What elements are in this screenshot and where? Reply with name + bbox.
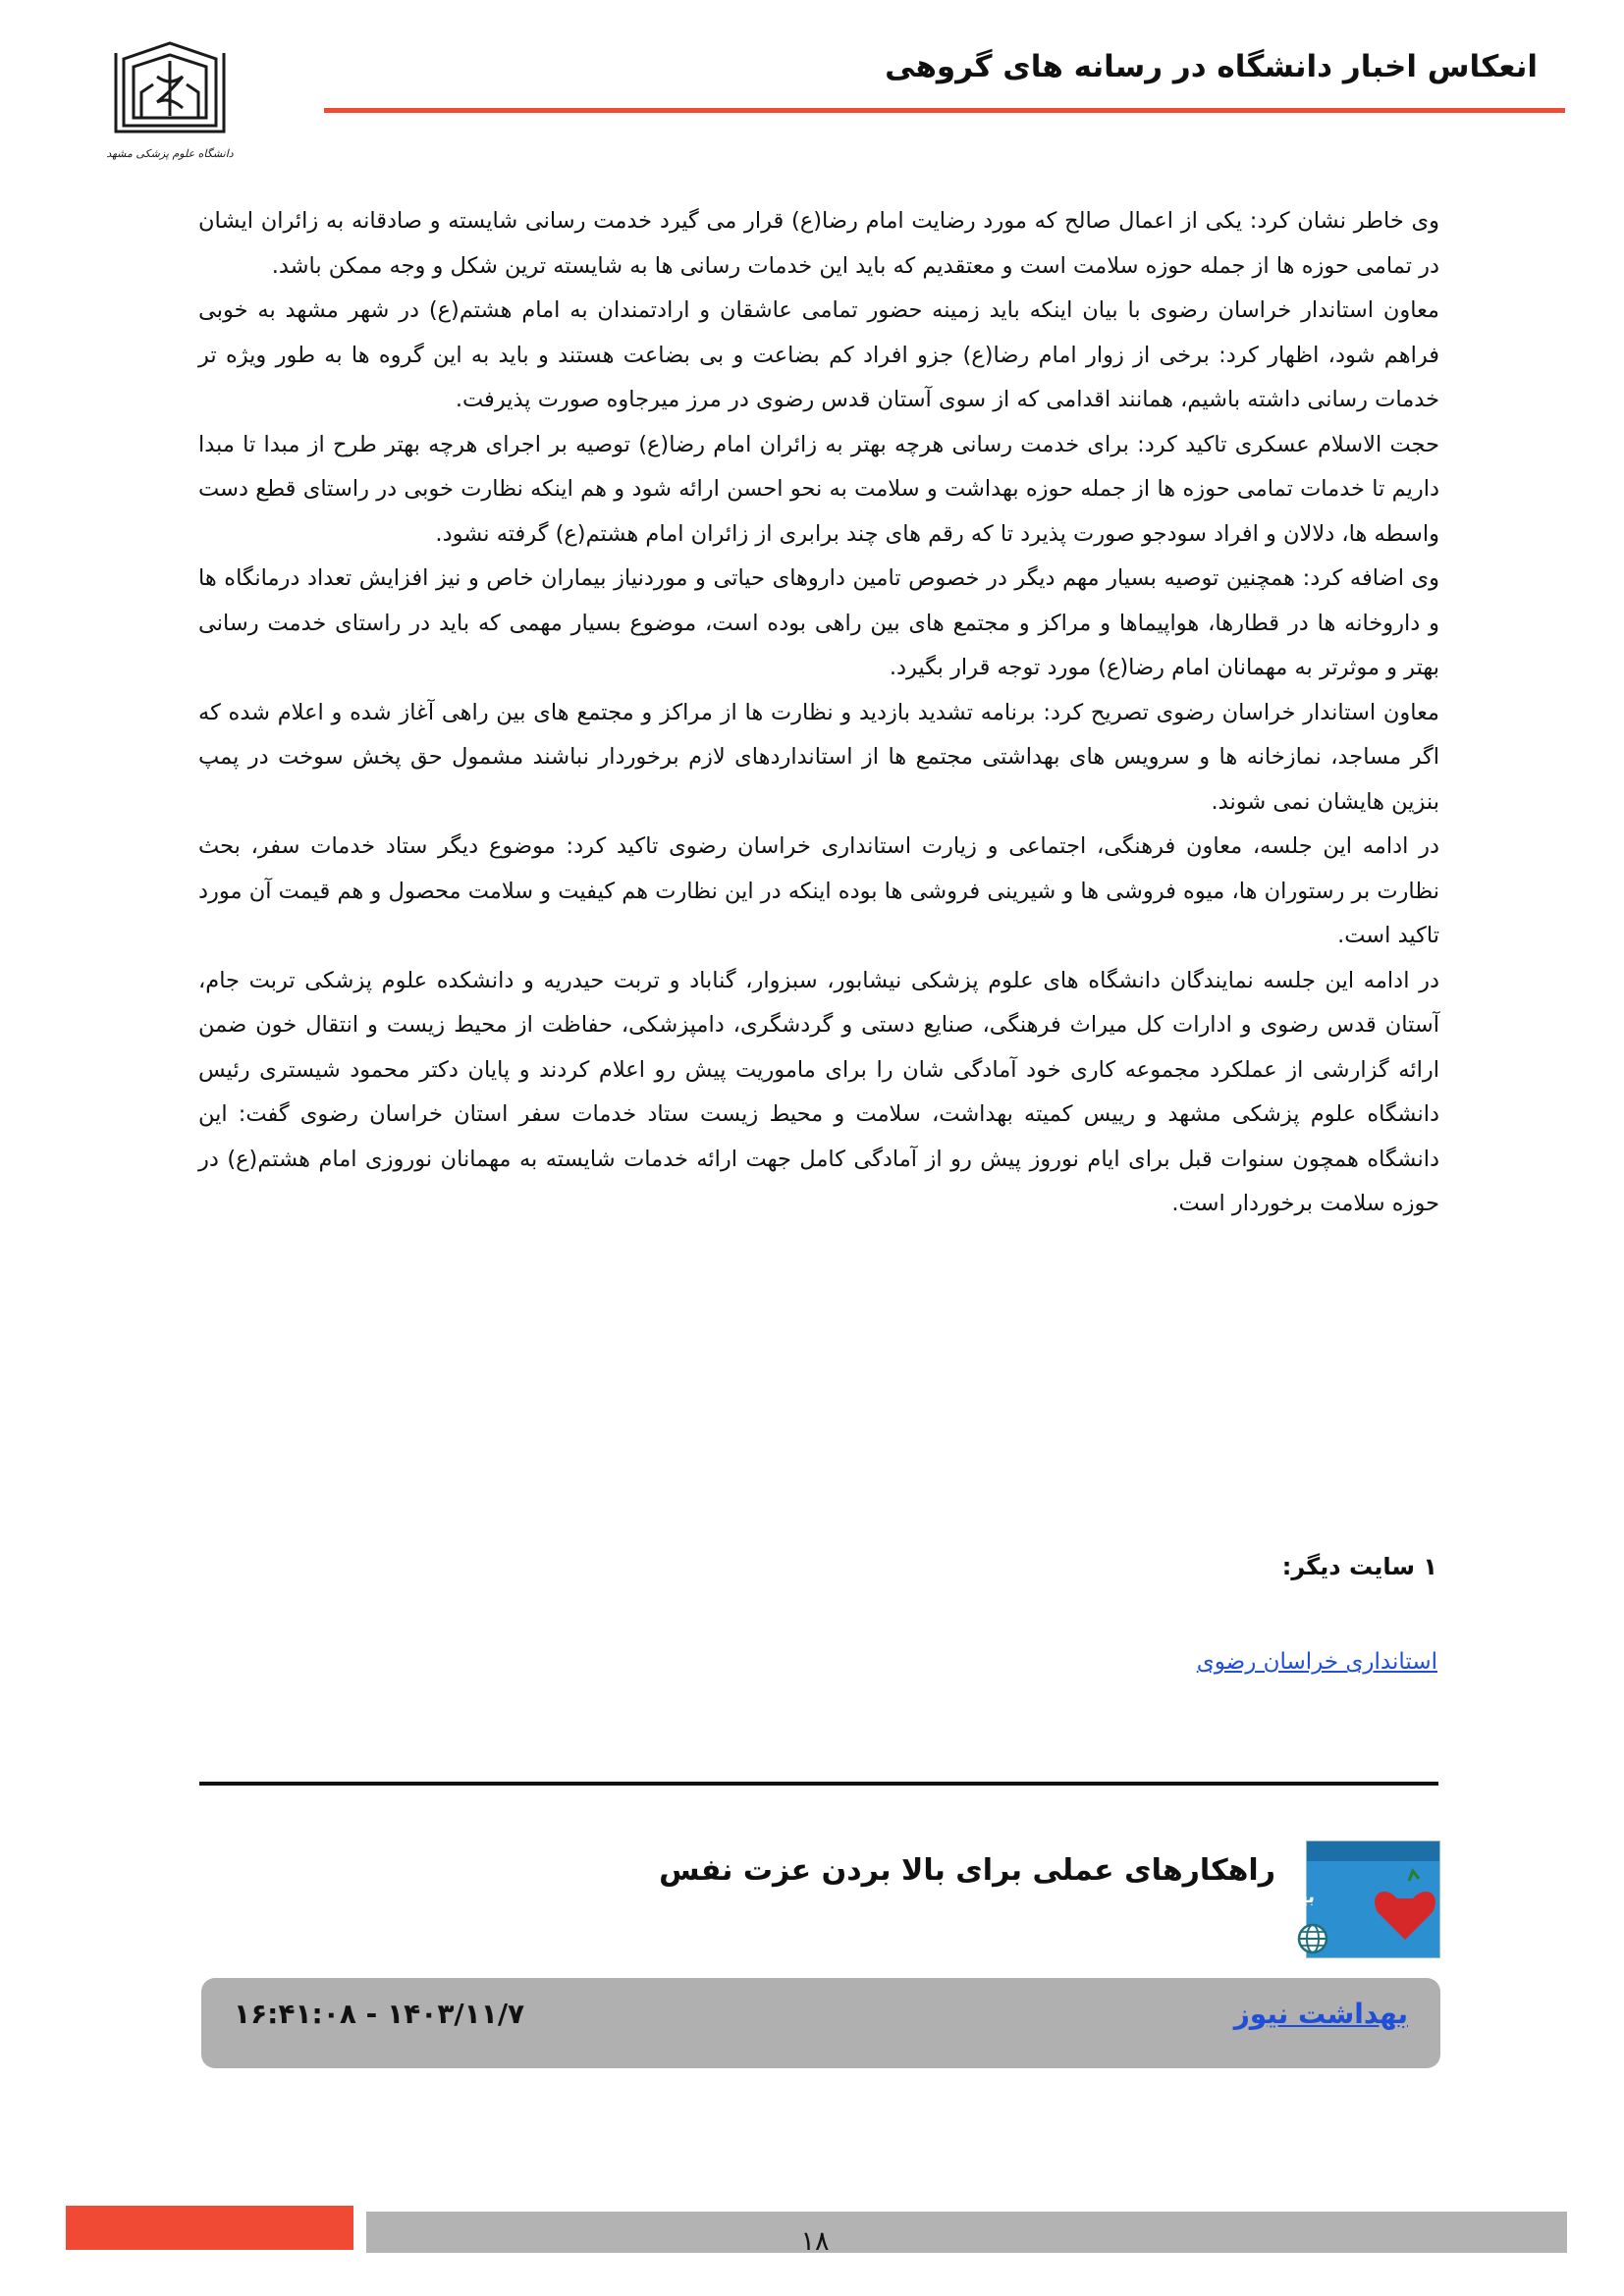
footer-accent-bar	[66, 2206, 353, 2250]
header-rule	[324, 108, 1565, 113]
article-paragraph: در ادامه این جلسه، معاون فرهنگی، اجتماعی و زیارت استانداری خراسان رضوی تاکید کرد: موضوع دیگر ستاد خدمات سفر، بحث نظارت بر رستوران ها، میوه فروشی ها و شیرینی فروشی ها بوده اینکه در این نظارت هم کیفیت و سلامت محصول و هم قیمت آن مورد تاکید است.	[198, 833, 1439, 948]
footer-bar	[366, 2212, 1567, 2253]
article-paragraph: حجت الاسلام عسکری تاکید کرد: برای خدمت رسانی هرچه بهتر به زائران امام رضا(ع) توصیه بر اجرای هرچه بهتر طرح از مبدا تا مبدا داریم تا خدمات تمامی حوزه ها از جمله حوزه بهداشت و سلامت به نحو احسن ارائه شود و هم اینکه نظارت خوبی در راستای قطع دست واسطه ها، دلالان و افراد سودجو صورت پذیرد تا که رقم های چند برابری از زائران امام هشتم(ع) گرفته نشود.	[198, 431, 1439, 547]
article-body	[198, 199, 1439, 1227]
globe-icon	[1296, 1922, 1329, 1955]
article-paragraph: در ادامه این جلسه نمایندگان دانشگاه های علوم پزشکی نیشابور، سبزوار، گناباد و تربت حیدریه و دانشکده علوم پزشکی تربت جام، آستان قدس رضوی و ادارات کل میراث فرهنگی، صنایع دستی و گردشگری، دامپزشکی، حفاظت از محیط زیست و انتقال خون ضمن ارائه گزارشی از عملکرد مجموعه کاری خود آمادگی شان را برای ماموریت پیش رو اعلام کردند و پایان دکتر محمود شیستری رئیس دانشگاه علوم پزشکی مشهد و رییس کمیته بهداشت، سلامت و محیط زیست ستاد خدمات سفر استان خراسان رضوی گفت: این دانشگاه همچون سنوات قبل برای ایام نوروز پیش رو از آمادگی کامل جهت ارائه خدمات شایسته به مهمانان نوروزی امام هشتم(ع) در حوزه سلامت برخوردار است.	[198, 967, 1439, 1216]
svg-text:دانشگاه علوم پزشکی مشهد: دانشگاه علوم پزشکی مشهد	[106, 147, 234, 160]
article-paragraph: معاون استاندار خراسان رضوی با بیان اینکه باید زمینه حضور تمامی عاشقان و ارادتمندان به امام هشتم(ع) در شهر مشهد به خوبی فراهم شود، اظهار کرد: برخی از زوار امام رضا(ع) جزو افراد کم بضاعت و بی بضاعت هستند و باید به این گروه ها به طور ویژه تر خدمات رسانی داشته باشیم، همانند اقدامی که از سوی آستان قدس رضوی در مرز میرجاوه صورت پذیرفت.	[198, 297, 1439, 412]
news-thumbnail-text: بهداشت نیوز	[1203, 1887, 1315, 1907]
other-sites-label: ۱ سایت دیگر:	[1281, 1553, 1437, 1580]
news-datetime: ۱۴۰۳/۱۱/۷ - ۱۶:۴۱:۰۸	[234, 1998, 525, 2030]
page-number: ۱۸	[800, 2226, 830, 2257]
other-site-link[interactable]: استانداری خراسان رضوی	[1196, 1649, 1437, 1675]
page-header-title: انعکاس اخبار دانشگاه در رسانه های گروهی	[885, 49, 1538, 84]
article-paragraph: وی اضافه کرد: همچنین توصیه بسیار مهم دیگر در خصوص تامین داروهای حیاتی و موردنیاز بیماران خاص و نیز افزایش تعداد درمانگاه ها و داروخانه ها در قطارها، هواپیماها و مراکز و مجتمع های بین راهی بوده است، موضوع بسیار مهمی که باید در راستای خدمت رسانی بهتر و موثرتر به مهمانان امام رضا(ع) مورد توجه قرار بگیرد.	[198, 565, 1439, 680]
university-logo	[106, 37, 234, 170]
news-source-link[interactable]: بهداشت نیوز	[1233, 1998, 1408, 2030]
news-title[interactable]: راهکارهای عملی برای بالا بردن عزت نفس	[659, 1853, 1275, 1888]
section-divider	[199, 1782, 1438, 1786]
article-paragraph: وی خاطر نشان کرد: یکی از اعمال صالح که مورد رضایت امام رضا(ع) قرار می گیرد خدمت رسانی شایسته و صادقانه به زائران ایشان در تمامی حوزه ها از جمله حوزه سلامت است و معتقدیم که باید این خدمات رسانی ها به شایسته ترین شکل و وجه ممکن باشد.	[198, 208, 1439, 279]
article-paragraph: معاون استاندار خراسان رضوی تصریح کرد: برنامه تشدید بازدید و نظارت ها از مراکز و مجتمع های بین راهی آغاز شده و اعلام شده که اگر مساجد، نمازخانه ها و سرویس های بهداشتی مجتمع ها از استانداردهای لازم برخوردار نباشند مشمول حق پخش سوخت در پمپ بنزین هایشان نمی شوند.	[198, 699, 1439, 815]
